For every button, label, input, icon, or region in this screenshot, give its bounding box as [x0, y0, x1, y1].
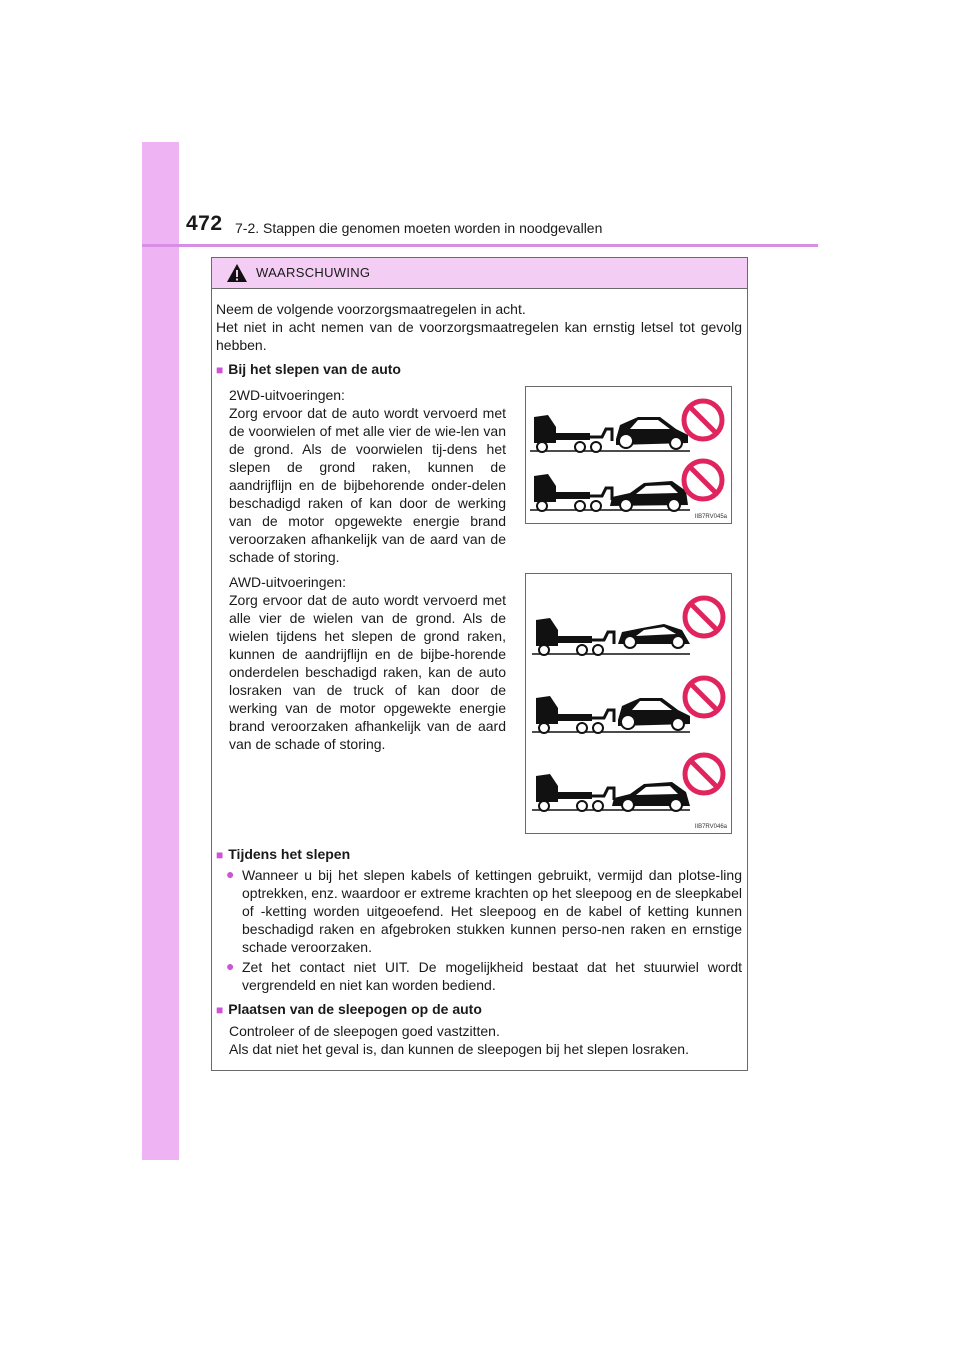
- warning-triangle-icon: [226, 263, 248, 283]
- section-heading-text: Bij het slepen van de auto: [228, 361, 401, 377]
- awd-row-3: [532, 755, 723, 811]
- square-bullet-icon: ■: [216, 848, 224, 862]
- tow-eyes-line-1: Controleer of de sleepogen goed vastzitten.: [229, 1023, 500, 1039]
- square-bullet-icon: ■: [216, 1003, 224, 1017]
- page-number: 472: [186, 212, 223, 235]
- square-bullet-icon: ■: [216, 363, 224, 377]
- header-rule: [142, 244, 818, 247]
- intro-line-2: Het niet in acht nemen van de voorzorgsmaatregelen kan ernstig letsel tot gevolg hebben.: [216, 319, 742, 353]
- intro-line-1: Neem de volgende voorzorgsmaatregelen in acht.: [216, 301, 526, 317]
- awd-row-2: [532, 678, 723, 733]
- tow-eyes-paragraph: [229, 1022, 741, 1058]
- section-title: 7-2. Stappen die genomen moeten worden in noodgevallen: [235, 220, 603, 236]
- twowd-paragraph: 2WD-uitvoeringen: Zorg ervoor dat de auto wordt vervoerd met de voorwielen of met alle vier de wie-len van de grond. Als de voorwielen tij-dens het slepen de grond raken, kunnen de aandrijflijn en de bijbehorende onder-delen beschadigd raken of kan door de werking van de motor opgewekte energie brand veroorzaken afhankelijk van de aard van de schade of storing.: [229, 387, 506, 565]
- warning-intro: [216, 300, 742, 354]
- figure-2wd-towing: [525, 386, 732, 524]
- tow-row-2: [530, 461, 722, 511]
- chapter-side-tab: [142, 142, 179, 1160]
- section-heading-tow-eyes: [216, 1000, 716, 1019]
- bullet-cables: Wanneer u bij het slepen kabels of kettingen gebruikt, vermijd dan plotse-ling optrekken, enz. waardoor er extreme krachten op het sleepoog en de sleepkabel of -ketting worden uitgeoefend. Het sleepoog en de kabel of ketting kunnen beschadigd raken en afgebroken stukken kunnen perso-nen raken en ernstige schade veroorzaken.: [242, 867, 742, 955]
- tow-eyes-line-2: Als dat niet het geval is, dan kunnen de sleepogen bij het slepen losraken.: [229, 1041, 689, 1057]
- figure-code: IIB7RV045a: [694, 514, 727, 520]
- bullet-ignition: Zet het contact niet UIT. De mogelijkheid bestaat dat het stuurwiel wordt vergrendeld en niet kan worden bediend.: [242, 959, 742, 993]
- tow-truck-2wd-illustration: [526, 387, 731, 523]
- round-bullet-icon: ●: [226, 866, 235, 882]
- figure-awd-towing: [525, 573, 732, 834]
- figure-code: IIB7RV046a: [694, 824, 727, 830]
- section-heading-text: Plaatsen van de sleepogen op de auto: [228, 1001, 482, 1017]
- awd-row-1: [532, 598, 723, 655]
- awd-paragraph: AWD-uitvoeringen: Zorg ervoor dat de auto wordt vervoerd met alle vier de wielen van de grond. Als de wielen tijdens het slepen de grond raken, kunnen de aandrijflijn en de bijbe-horende onderdelen beschadigd raken, kan de auto losraken van de truck of kan door de werking van de motor opgewekte energie brand veroorzaken afhankelijk van de aard van de schade of storing.: [229, 574, 506, 752]
- tow-row-1: [530, 401, 722, 452]
- warning-label: WAARSCHUWING: [256, 265, 371, 280]
- warning-header: [212, 258, 747, 289]
- section-heading-text: Tijdens het slepen: [228, 846, 351, 862]
- round-bullet-icon: ●: [226, 958, 235, 974]
- section-heading-during-towing: [216, 845, 716, 864]
- tow-truck-awd-illustration: [526, 574, 731, 833]
- section-heading-towing: [216, 360, 716, 379]
